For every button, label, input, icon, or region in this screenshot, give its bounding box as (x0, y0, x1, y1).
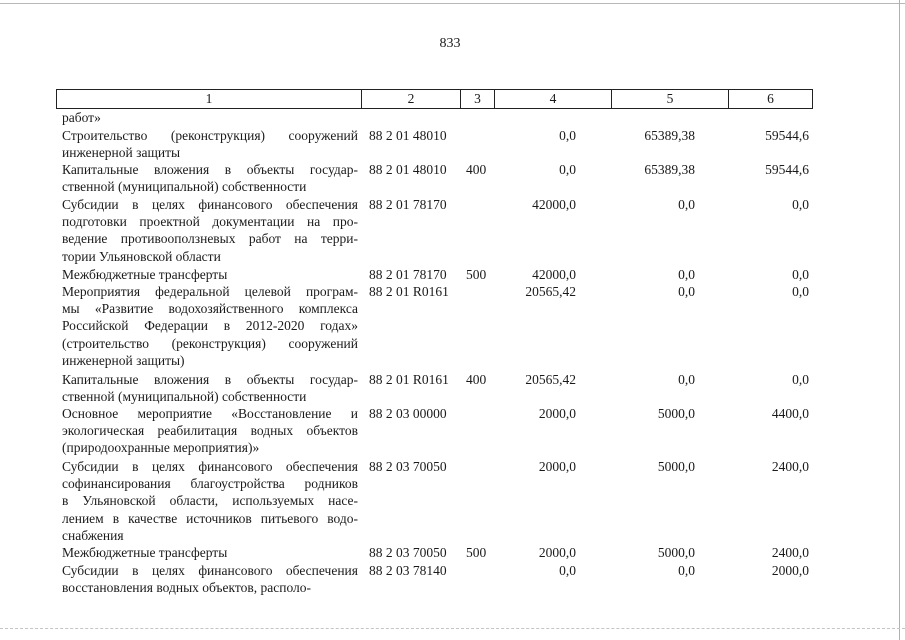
description-line: Межбюджетные трансферты (62, 545, 228, 560)
row-value-4: 0,0 (559, 162, 576, 177)
description-line: подготовки проектной документации на про- (62, 214, 358, 230)
description-line: Мероприятия федеральной целевой програм- (62, 284, 358, 299)
row-value-5: 5000,0 (657, 406, 695, 421)
row-code: 88 2 03 70050 (369, 545, 447, 560)
description-line: ственной (муниципальной) собственности (62, 389, 307, 405)
row-value-4: 2000,0 (538, 459, 576, 474)
description-line: экологическая реабилитация водных объектов (62, 423, 358, 439)
column-6-header: 6 (728, 90, 812, 108)
row-description (62, 196, 358, 265)
table-column-header (56, 89, 813, 109)
row-code: 88 2 01 R0161 (369, 284, 449, 299)
row-value-4: 2000,0 (538, 545, 576, 560)
row-type: 400 (466, 162, 487, 177)
description-line: лением в качестве источников питьевого водо- (62, 510, 358, 526)
row-value-6: 0,0 (792, 267, 809, 282)
row-description (62, 109, 358, 126)
description-line: снабжения (62, 527, 124, 543)
row-value-6: 2400,0 (771, 545, 809, 560)
column-5-header: 5 (611, 90, 728, 108)
description-line: (строительство (реконструкция) сооружений (62, 335, 358, 351)
row-code: 88 2 01 78170 (369, 267, 447, 282)
description-line: Субсидии в целях финансового обеспечения (62, 563, 358, 578)
row-value-5: 0,0 (678, 563, 695, 578)
row-code: 88 2 01 78170 (369, 197, 447, 212)
row-value-4: 2000,0 (538, 406, 576, 421)
column-3-header: 3 (460, 90, 494, 108)
description-line: ведение противооползневых работ на терри- (62, 231, 358, 247)
description-line: Межбюджетные трансферты (62, 267, 228, 282)
row-description (62, 544, 358, 561)
description-line: инженерной защиты) (62, 352, 185, 368)
row-value-4: 0,0 (559, 563, 576, 578)
row-value-6: 0,0 (792, 372, 809, 387)
row-code: 88 2 03 78140 (369, 563, 447, 578)
description-line: работ» (62, 110, 101, 125)
row-value-5: 0,0 (678, 197, 695, 212)
row-description (62, 562, 358, 596)
row-type: 400 (466, 372, 487, 387)
row-value-6: 0,0 (792, 197, 809, 212)
row-description (62, 371, 358, 405)
row-type: 500 (466, 545, 487, 560)
row-code: 88 2 03 70050 (369, 459, 447, 474)
row-value-4: 20565,42 (525, 372, 576, 387)
row-code: 88 2 01 48010 (369, 128, 447, 143)
row-value-6: 4400,0 (771, 406, 809, 421)
row-value-6: 59544,6 (765, 128, 809, 143)
row-value-5: 0,0 (678, 372, 695, 387)
row-value-5: 0,0 (678, 267, 695, 282)
description-line: Субсидии в целях финансового обеспечения (62, 197, 358, 212)
row-value-5: 65389,38 (644, 128, 695, 143)
column-1-header: 1 (205, 91, 213, 106)
row-value-5: 0,0 (678, 284, 695, 299)
row-value-5: 5000,0 (657, 545, 695, 560)
row-code: 88 2 01 48010 (369, 162, 447, 177)
row-code: 88 2 01 R0161 (369, 372, 449, 387)
page-top-edge (0, 3, 905, 4)
row-description (62, 405, 358, 457)
page-right-edge (899, 0, 900, 640)
row-value-4: 42000,0 (532, 267, 576, 282)
row-value-6: 2400,0 (771, 459, 809, 474)
description-line: Основное мероприятие «Восстановление и (62, 406, 358, 421)
description-line: мы «Развитие водохозяйственного комплекса (62, 301, 358, 317)
description-line: инженерной защиты (62, 145, 181, 161)
column-4-header: 4 (494, 90, 611, 108)
row-code: 88 2 03 00000 (369, 406, 447, 421)
row-value-4: 42000,0 (532, 197, 576, 212)
description-line: софинансирования благоустройства родников (62, 476, 358, 492)
row-value-4: 0,0 (559, 128, 576, 143)
description-line: восстановления водных объектов, располо- (62, 580, 312, 596)
row-value-5: 65389,38 (644, 162, 695, 177)
row-value-6: 2000,0 (771, 563, 809, 578)
description-line: Российской Федерации в 2012-2020 годах» (62, 318, 358, 334)
description-line: ственной (муниципальной) собственности (62, 179, 307, 195)
description-line: Субсидии в целях финансового обеспечения (62, 459, 358, 474)
description-line: Строительство (реконструкция) сооружений (62, 128, 358, 143)
description-line: в Ульяновской области, используемых насе- (62, 493, 358, 509)
description-line: тории Ульяновской области (62, 248, 221, 264)
description-line: (природоохранные мероприятия)» (62, 440, 260, 456)
row-description (62, 458, 358, 544)
row-value-5: 5000,0 (657, 459, 695, 474)
column-2-header: 2 (361, 90, 460, 108)
row-description (62, 127, 358, 161)
row-description (62, 266, 358, 283)
row-value-6: 0,0 (792, 284, 809, 299)
row-type: 500 (466, 267, 487, 282)
row-description (62, 161, 358, 195)
page-number: 833 (439, 36, 461, 51)
description-line: Капитальные вложения в объекты государ- (62, 372, 358, 387)
row-description (62, 283, 358, 369)
page-bottom-edge (0, 628, 905, 629)
description-line: Капитальные вложения в объекты государ- (62, 162, 358, 177)
row-value-6: 59544,6 (765, 162, 809, 177)
row-value-4: 20565,42 (525, 284, 576, 299)
